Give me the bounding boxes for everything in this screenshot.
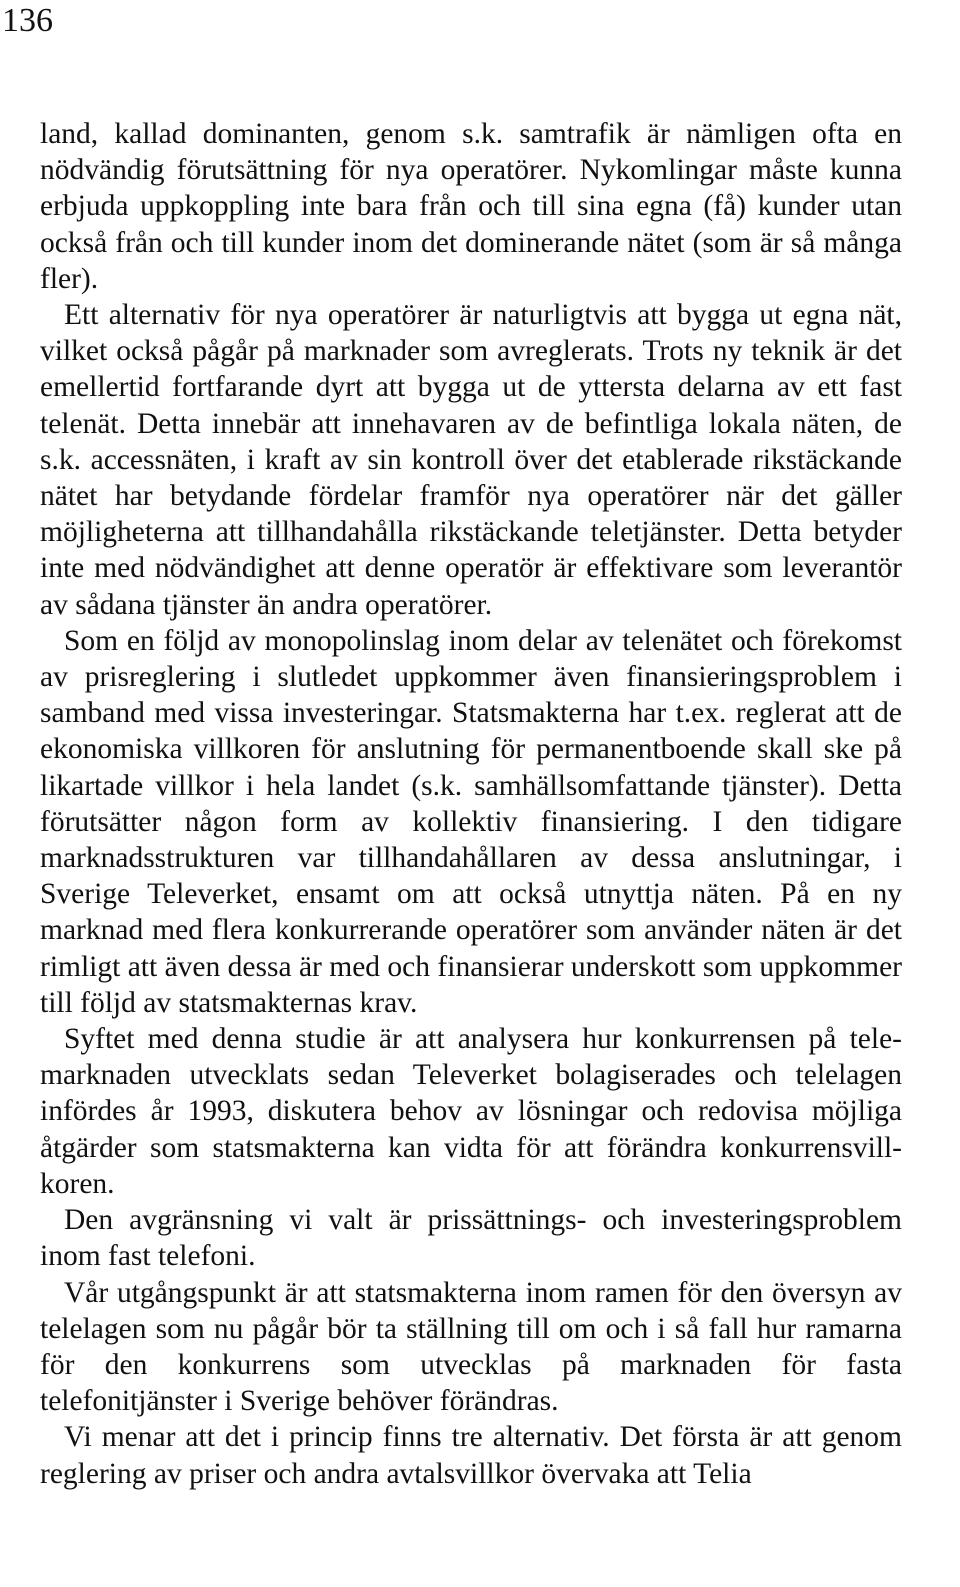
paragraph: Vår utgångspunkt är att statsmakterna inom ramen för den översyn av telelagen som nu pågår bör ta ställning till om och i så fall hur ramarna för den konkurrens som utvecklas på marknaden för fasta telefonitjänster i Sverige behöver förändras. bbox=[40, 1276, 902, 1418]
paragraph: Den avgränsning vi valt är prissättnings- och investeringsproblem inom fast telefoni. bbox=[40, 1204, 902, 1273]
paragraph: Vi menar att det i princip finns tre alternativ. Det första är att genom reglering av priser och andra avtalsvillkor övervaka att Telia bbox=[40, 1421, 902, 1490]
paragraph: land, kallad dominanten, genom s.k. samtrafik är nämligen ofta en nödvändig förutsättning för nya operatörer. Nykomlingar måste kunna erbjuda uppkoppling inte bara från och till sina egna (få) kunder utan också från och till kunder inom det dominerande nätet (som är så många fler). bbox=[40, 118, 902, 295]
paragraph: Syftet med denna studie är att analysera hur konkurrensen på telemarknaden utvecklats sedan Televerket bolagiserades och telelagen infördes år 1993, diskutera behov av lösningar och redovisa möjliga åtgärder som statsmakterna kan vidta för att förändra konkurrensvillkoren. bbox=[40, 1023, 902, 1200]
body-text bbox=[40, 116, 902, 1492]
paragraph: Ett alternativ för nya operatörer är naturligtvis att bygga ut egna nät, vilket också pågår på marknader som avreglerats. Trots ny teknik är det emellertid fortfarande dyrt att bygga ut de yttersta delarna av ett fast telenät. Detta innebär att innehavaren av de befintliga lokala näten, de s.k. accessnäten, i kraft av sin kontroll över det etablerade rikstäckande nätet har betydande fördelar framför nya operatörer när det gäller möjligheterna att tillhandahålla rikstäckande teletjänster. Detta betyder inte med nödvändighet att denne operatör är effektivare som leverantör av sådana tjänster än andra operatörer. bbox=[40, 299, 902, 621]
page-number: 136 bbox=[2, 2, 53, 39]
paragraph: Som en följd av monopolinslag inom delar av telenätet och förekomst av prisreglering i slutledet uppkommer även finansieringsproblem i samband med vissa investeringar. Statsmakterna har t.ex. reglerat att de ekonomiska villkoren för anslutning för permanentboende skall ske på likartade villkor i hela landet (s.k. samhällsomfattande tjänster). Detta förutsätter någon form av kollektiv finansiering. I den tidigare marknadsstrukturen var tillhandahållaren av dessa anslutningar, i Sverige Televerket, ensamt om att också utnyttja näten. På en ny marknad med flera konkurrerande operatörer som använder näten är det rimligt att även dessa är med och finansierar underskott som uppkommer till följd av statsmakternas krav. bbox=[40, 624, 902, 1019]
